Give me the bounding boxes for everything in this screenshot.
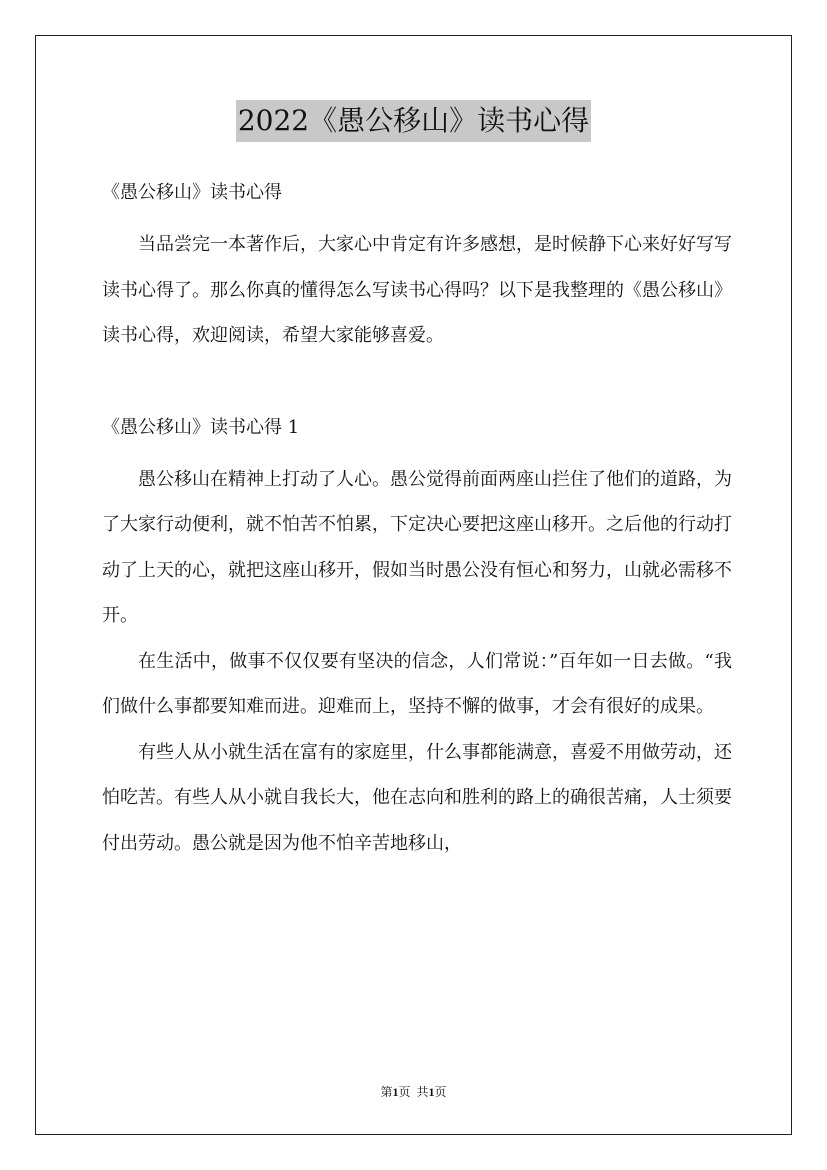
total-pages: 1 [428,1085,435,1099]
page-number: 1 [392,1085,399,1099]
intro-heading: 《愚公移山》读书心得 [102,182,282,203]
page-footer [0,1083,827,1100]
spacer [102,449,732,457]
page-label-prefix: 第 [380,1085,393,1099]
page-label-suffix: 页 [398,1085,411,1099]
intro-paragraph: 当品尝完一本著作后，大家心中肯定有许多感想，是时候静下心来好好写写读书心得了。那么你真的懂得怎么写读书心得吗？以下是我整理的《愚公移山》读书心得，欢迎阅读，希望大家能够喜爱。 [102,234,732,346]
section1-paragraph-1: 愚公移山在精神上打动了人心。愚公觉得前面两座山拦住了他们的道路，为了大家行动便利，就不怕苦不怕累，下定决心要把这座山移开。之后他的行动打动了上天的心，就把这座山移开，假如当时愚公没有恒心和努力，山就必需移不开。 [102,468,732,626]
spacer [102,214,732,222]
document-body [102,172,732,866]
section1-heading: 《愚公移山》读书心得 1 [102,416,300,438]
section1-paragraph-3: 有些人从小就生活在富有的家庭里，什么事都能满意，喜爱不用做劳动，还怕吃苦。有些人从小就自我长大，他在志向和胜利的路上的确很苦痛，人士须要付出劳动。愚公就是因为他不怕辛苦地移山， [102,741,732,854]
total-label-prefix: 共 [416,1085,429,1099]
total-label-suffix: 页 [434,1085,447,1099]
section1-paragraph-2: 在生活中，做事不仅仅要有坚决的信念，人们常说：”百年如一日去做。“我们做什么事都要知难而进。迎难而上，坚持不懈的做事，才会有很好的成果。 [102,650,732,717]
section-spacer [102,359,732,407]
title-container [0,100,827,142]
document-title: 2022《愚公移山》读书心得 [236,100,591,142]
